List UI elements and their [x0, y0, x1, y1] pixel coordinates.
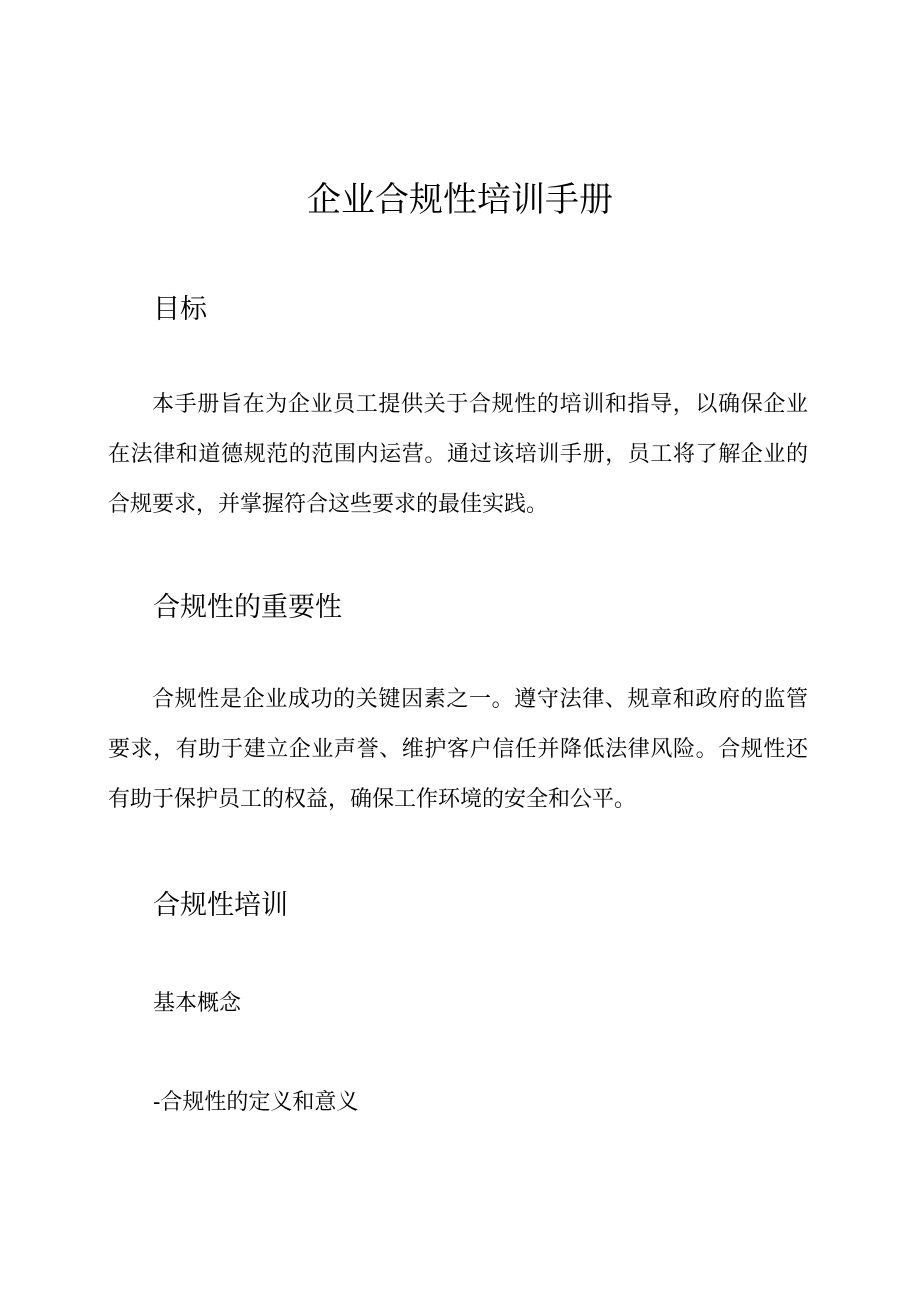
section-heading-training: 合规性培训: [153, 890, 288, 921]
document-title: 企业合规性培训手册: [307, 180, 613, 220]
section-paragraph-goal: 本手册旨在为企业员工提供关于合规性的培训和指导，以确保企业在法律和道德规范的范围内运营。通过该培训手册，员工将了解企业的合规要求，并掌握符合这些要求的最佳实践。: [108, 392, 808, 517]
subsection-heading-basics: 基本概念: [153, 991, 242, 1016]
section-paragraph-importance: 合规性是企业成功的关键因素之一。遵守法律、规章和政府的监管要求，有助于建立企业声誉、维护客户信任并降低法律风险。合规性还有助于保护员工的权益，确保工作环境的安全和公平。: [108, 687, 808, 812]
list-item: -合规性的定义和意义: [153, 1090, 359, 1115]
section-heading-importance: 合规性的重要性: [153, 592, 342, 623]
section-heading-goal: 目标: [153, 294, 207, 325]
